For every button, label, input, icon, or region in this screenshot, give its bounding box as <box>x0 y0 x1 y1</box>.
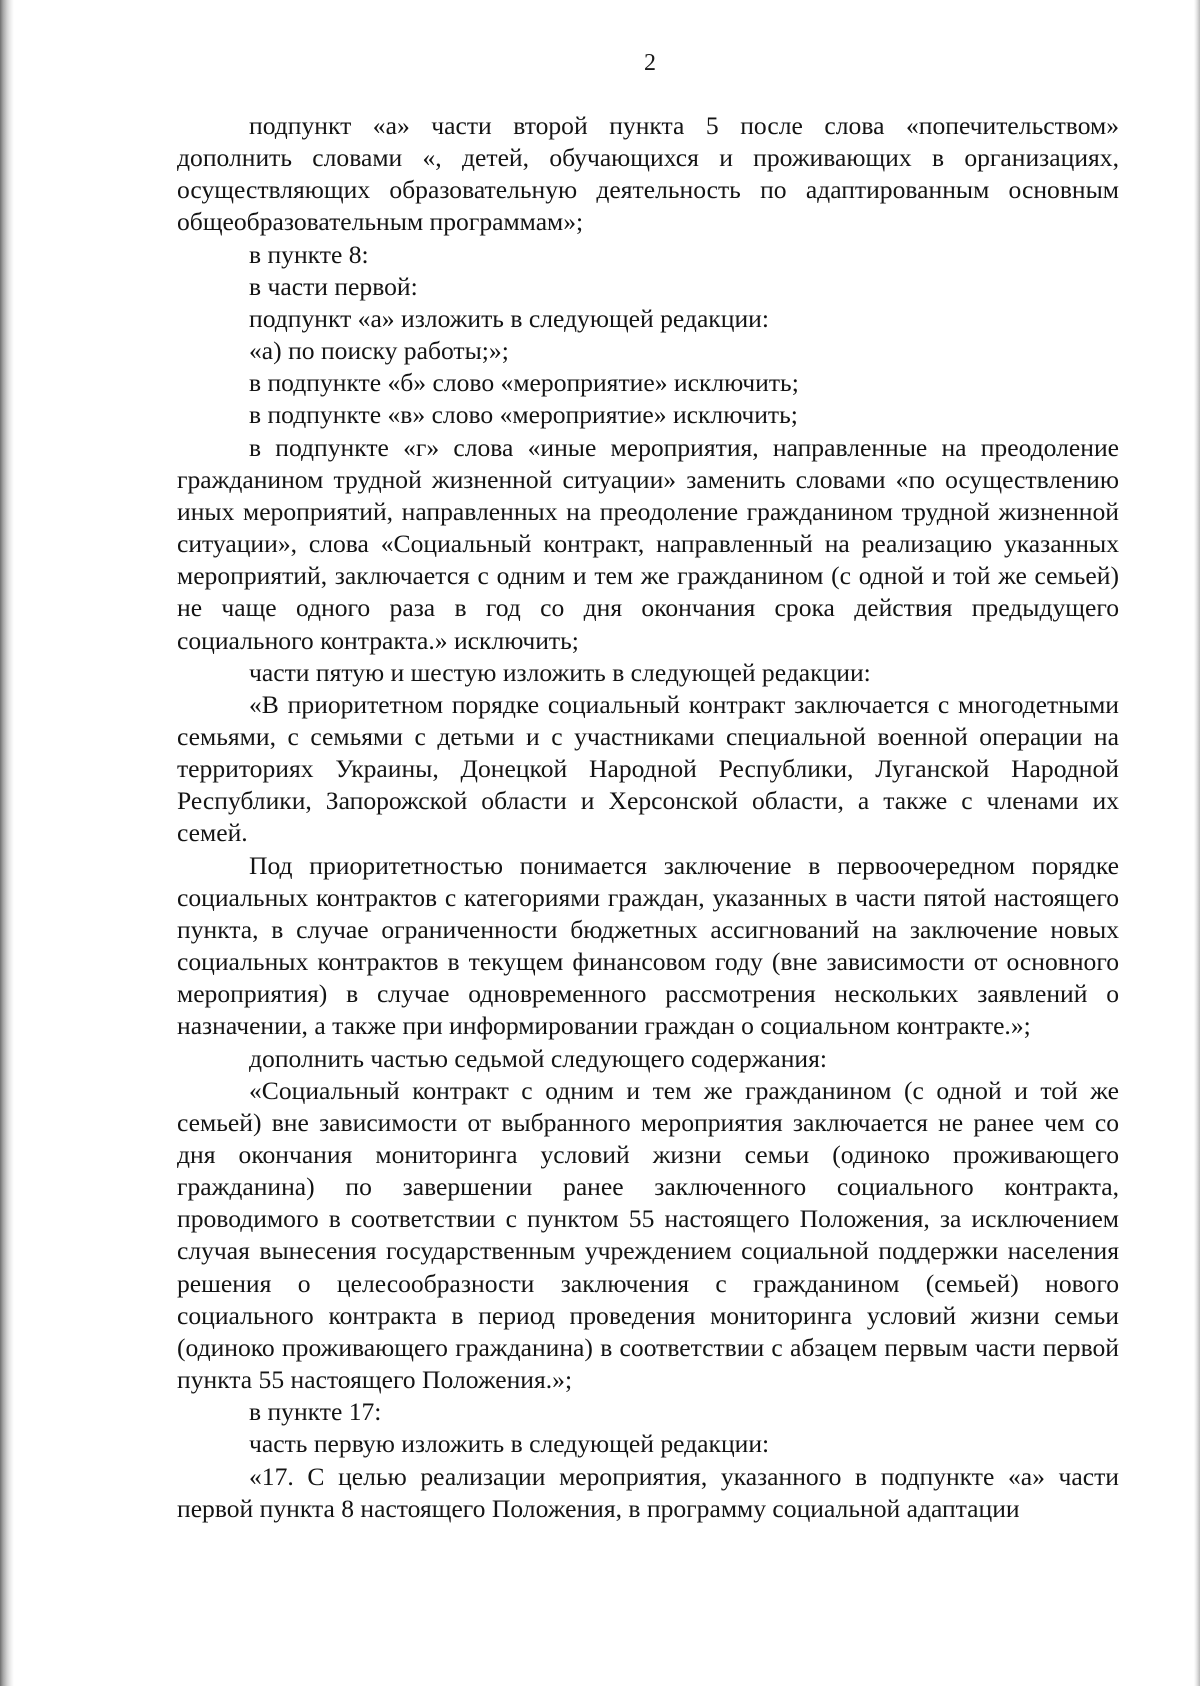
paragraph-part-7-text: «Социальный контракт с одним и тем же гражданином (с одной и той же семьей) вне зависимости от выбранного мероприятия заключается не ранее чем со дня окончания мониторинга условий жизни семьи (одиноко проживающего гражданина) по завершении ранее заключенного социального контракта, проводимого в соответствии с пунктом 55 настоящего Положения, за исключением случая вынесения государственным учреждением социальной поддержки населения решения о целесообразности заключения с гражданином (семьей) нового социального контракта в период проведения мониторинга условий жизни семьи (одиноко проживающего гражданина) в соответствии с абзацем первым части первой пункта 55 настоящего Положения.»; <box>177 1075 1119 1395</box>
scan-edge-right <box>1194 0 1200 1686</box>
paragraph-subpoint-a-part-2-point-5: подпункт «а» части второй пункта 5 после слова «попечительством» дополнить словами «, детей, обучающихся и проживающих в организациях, осуществляющих образовательную деятельность по адаптированным основным общеобразовательным программам»; <box>177 111 1119 237</box>
paragraph-part-1: в части первой: <box>249 271 418 301</box>
paragraph-point-17-text: «17. С целью реализации мероприятия, указанного в подпункте «а» части первой пункта 8 настоящего Положения, в программу социальной адаптации <box>177 1461 1119 1523</box>
paragraph-priority-order: «В приоритетном порядке социальный контракт заключается с многодетными семьями, с семьями с детьми и с участниками специальной военной операции на территориях Украины, Донецкой Народной Республики, Луганской Народной Республики, Запорожской области и Херсонской области, а также с членами их семей. <box>177 689 1119 848</box>
paragraph-subpoint-b: в подпункте «б» слово «мероприятие» исключить; <box>249 368 799 398</box>
paragraph-priority-definition: Под приоритетностью понимается заключение в первоочередном порядке социальных контрактов с категориями граждан, указанных в части пятой настоящего пункта, в случае ограниченности бюджетных ассигнований на заключение новых социальных контрактов в текущем финансовом году (вне зависимости от основного мероприятия) в случае одновременного рассмотрения нескольких заявлений о назначении, а также при информировании граждан о социальном контракте.»; <box>177 850 1119 1041</box>
paragraph-subpoint-a-text: «а) по поиску работы;»; <box>249 336 509 366</box>
page-number: 2 <box>644 50 656 76</box>
paragraph-subpoint-v: в подпункте «в» слово «мероприятие» исключить; <box>249 400 798 430</box>
paragraph-part-1-new-wording: часть первую изложить в следующей редакции: <box>249 1429 770 1459</box>
document-body <box>177 110 1119 1525</box>
paragraph-add-part-7: дополнить частью седьмой следующего содержания: <box>249 1043 827 1073</box>
paragraph-point-17: в пункте 17: <box>249 1397 382 1427</box>
paragraph-subpoint-a-new-wording: подпункт «а» изложить в следующей редакции: <box>249 303 769 333</box>
paragraph-parts-5-6-new-wording: части пятую и шестую изложить в следующей редакции: <box>249 657 871 687</box>
paragraph-subpoint-g: в подпункте «г» слова «иные мероприятия, направленные на преодоление гражданином трудной жизненной ситуации» заменить словами «по осуществлению иных мероприятий, направленных на преодоление гражданином трудной жизненной ситуации», слова «Социальный контракт, направленный на реализацию указанных мероприятий, заключается с одним и тем же гражданином (с одной и той же семьей) не чаще одного раза в год со дня окончания срока действия предыдущего социального контракта.» исключить; <box>177 432 1119 655</box>
scan-edge-left <box>0 0 14 1686</box>
paragraph-point-8: в пункте 8: <box>249 239 369 269</box>
